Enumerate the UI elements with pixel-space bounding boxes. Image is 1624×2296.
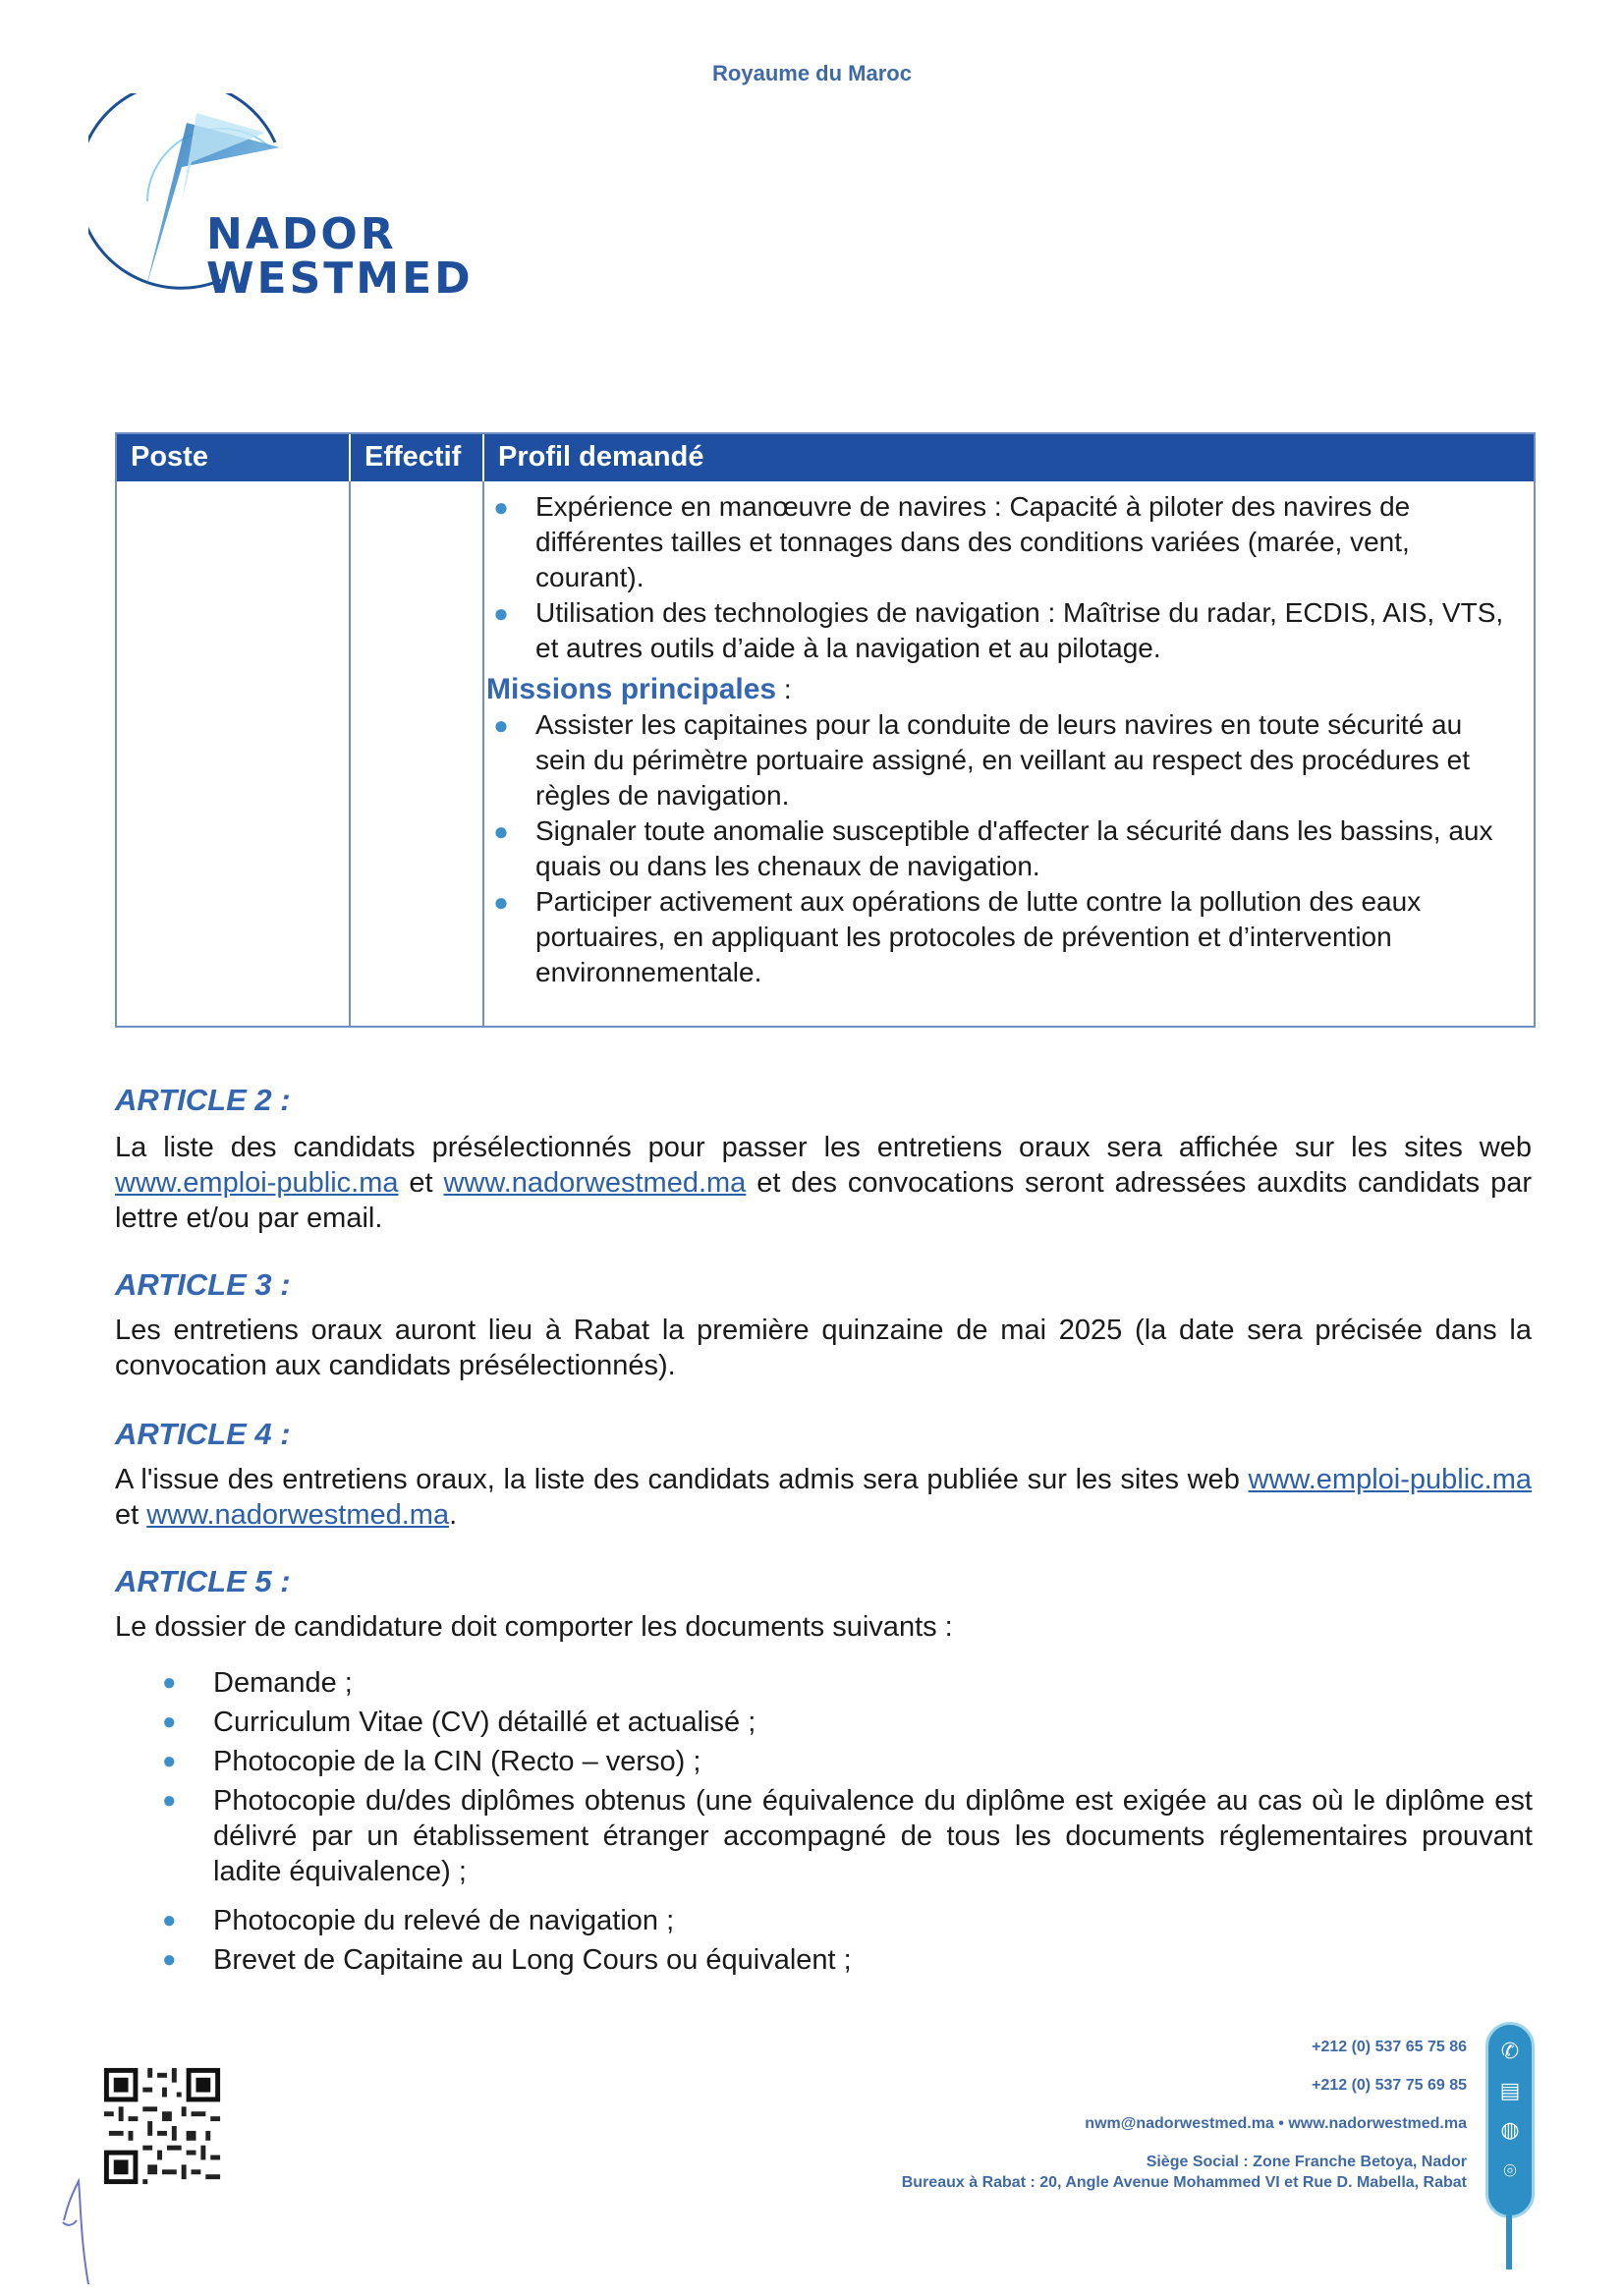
mission-bullet-text: Assister les capitaines pour la conduite de leurs navires en toute sécurité au sein du périmètre portuaire assigné, en veillant au respect des procédures et règles de navigation. [535,709,1470,811]
header-effectif: Effectif [364,441,462,473]
qr-code [98,2063,226,2189]
mission-bullet-text: Signaler toute anomalie susceptible d'affecter la sécurité dans les bassins, aux quais ou dans les chenaux de navigation. [535,815,1493,881]
qr-code-graphic [98,2063,226,2189]
list-item [486,489,1518,595]
article-5-title: ARTICLE 5 : [115,1564,291,1598]
article-text-part: et [398,1167,444,1199]
footer-phone: +212 (0) 537 65 75 86 [1312,2039,1467,2055]
missions-heading [486,672,1518,707]
list-item [162,1744,1533,1779]
bullet-icon: ● [162,1787,177,1814]
article-5-intro: Le dossier de candidature doit comporter les documents suivants : [115,1611,953,1643]
article-text-part: . [449,1499,458,1531]
article-3-text: Les entretiens oraux auront lieu à Rabat la première quinzaine de mai 2025 (la date sera précisée dans la convocation aux candidats présélectionnés). [115,1315,1532,1381]
list-item [486,595,1518,666]
article-text-part: La liste des candidats présélectionnés pour passer les entretiens oraux sera affichée sur les sites web [115,1132,1532,1163]
emploi-public-link[interactable]: www.emploi-public.ma [115,1167,399,1199]
bullet-icon: ● [162,1907,177,1933]
document-text: Brevet de Capitaine au Long Cours ou équivalent ; [213,1944,852,1976]
article-text-part: et des convocations seront adressées auxdits candidats par lettre et/ou par email. [115,1167,1532,1234]
required-documents-list [162,1665,1533,1978]
footer-address-rabat: Bureaux à Rabat : 20, Angle Avenue Mohammed VI et Rue D. Mabella, Rabat [901,2174,1467,2191]
nadorwestmed-link[interactable]: www.nadorwestmed.ma [443,1167,747,1199]
job-profile-table [115,432,1536,1028]
emploi-public-link[interactable]: www.emploi-public.ma [1248,1464,1532,1495]
article-text-part: et [115,1499,147,1531]
contact-bar-stem [1506,2215,1512,2269]
footer-email[interactable]: nwm@nadorwestmed.ma [1085,2115,1274,2132]
mission-bullet-text: Participer activement aux opérations de lutte contre la pollution des eaux portuaires, en appliquant les protocoles de prévention et d’intervention environnementale. [535,886,1422,987]
header-poste: Poste [131,441,208,473]
kingdom-header: Royaume du Maroc [712,61,912,85]
missions-suffix: : [776,674,792,704]
document-text: Photocopie du/des diplômes obtenus (une équivalence du diplôme est exigée au cas où le diplôme est délivré par un établissement étranger accompagné de tous les documents réglementaires prouvant ladite équivalence) ; [213,1785,1533,1887]
list-item [162,1903,1533,1938]
footer-fax: +212 (0) 537 75 69 85 [1312,2077,1467,2094]
profile-bullet-text: Utilisation des technologies de navigation : Maîtrise du radar, ECDIS, AIS, VTS, et autres outils d’aide à la navigation et au pilotage. [535,597,1504,663]
list-item [162,1705,1533,1740]
list-item [162,1665,1533,1701]
bullet-icon: ● [493,598,509,628]
article-2-title: ARTICLE 2 : [115,1083,291,1117]
bullet-icon: ● [162,1748,177,1774]
article-2-text [115,1130,1532,1236]
logo-text-nador: NADOR [206,209,397,259]
article-4-title: ARTICLE 4 : [115,1417,291,1451]
phone-icon: ✆ [1500,2039,1520,2063]
article-text-part: A l'issue des entretiens oraux, la liste des candidats admis sera publiée sur les sites web [115,1464,1249,1495]
footer-separator: • [1273,2115,1289,2132]
list-item [486,884,1518,990]
table-header [117,434,1534,481]
footer-web [1085,2115,1467,2133]
footer-address-hq: Siège Social : Zone Franche Betoya, Nador [1146,2154,1467,2170]
bullet-icon: ● [493,887,509,917]
list-item [162,1783,1533,1889]
document-text: Curriculum Vitae (CV) détaillé et actualisé ; [213,1707,756,1738]
column-divider [482,481,484,1026]
article-4-text [115,1462,1532,1533]
column-divider [349,481,351,1026]
document-text: Photocopie du relevé de navigation ; [213,1905,675,1936]
bullet-icon: ● [162,1946,177,1973]
missions-title: Missions principales [486,673,777,705]
handwritten-signature [59,2161,108,2289]
document-text: Photocopie de la CIN (Recto – verso) ; [213,1746,701,1777]
profile-cell [486,489,1518,990]
list-item [486,707,1518,813]
article-3-title: ARTICLE 3 : [115,1267,291,1302]
document-text: Demande ; [213,1667,353,1699]
footer-website[interactable]: www.nadorwestmed.ma [1288,2115,1467,2132]
printer-icon: ▤ [1499,2078,1521,2102]
bullet-icon: ● [493,710,509,740]
nador-westmed-logo [88,93,521,319]
bullet-icon: ● [162,1708,177,1735]
list-item [486,813,1518,884]
bullet-icon: ● [493,492,509,522]
bullet-icon: ● [493,816,509,846]
profile-bullet-text: Expérience en manœuvre de navires : Capacité à piloter des navires de différentes tailles et tonnages dans des conditions variées (marée, vent, courant). [535,491,1411,592]
globe-icon: ◍ [1500,2117,1520,2142]
list-item [162,1942,1533,1978]
bullet-icon: ● [162,1669,177,1696]
logo-text-westmed: WESTMED [206,253,474,304]
location-pin-icon: ⌾ [1503,2158,1517,2183]
header-profil: Profil demandé [498,441,704,473]
nadorwestmed-link[interactable]: www.nadorwestmed.ma [146,1499,450,1531]
